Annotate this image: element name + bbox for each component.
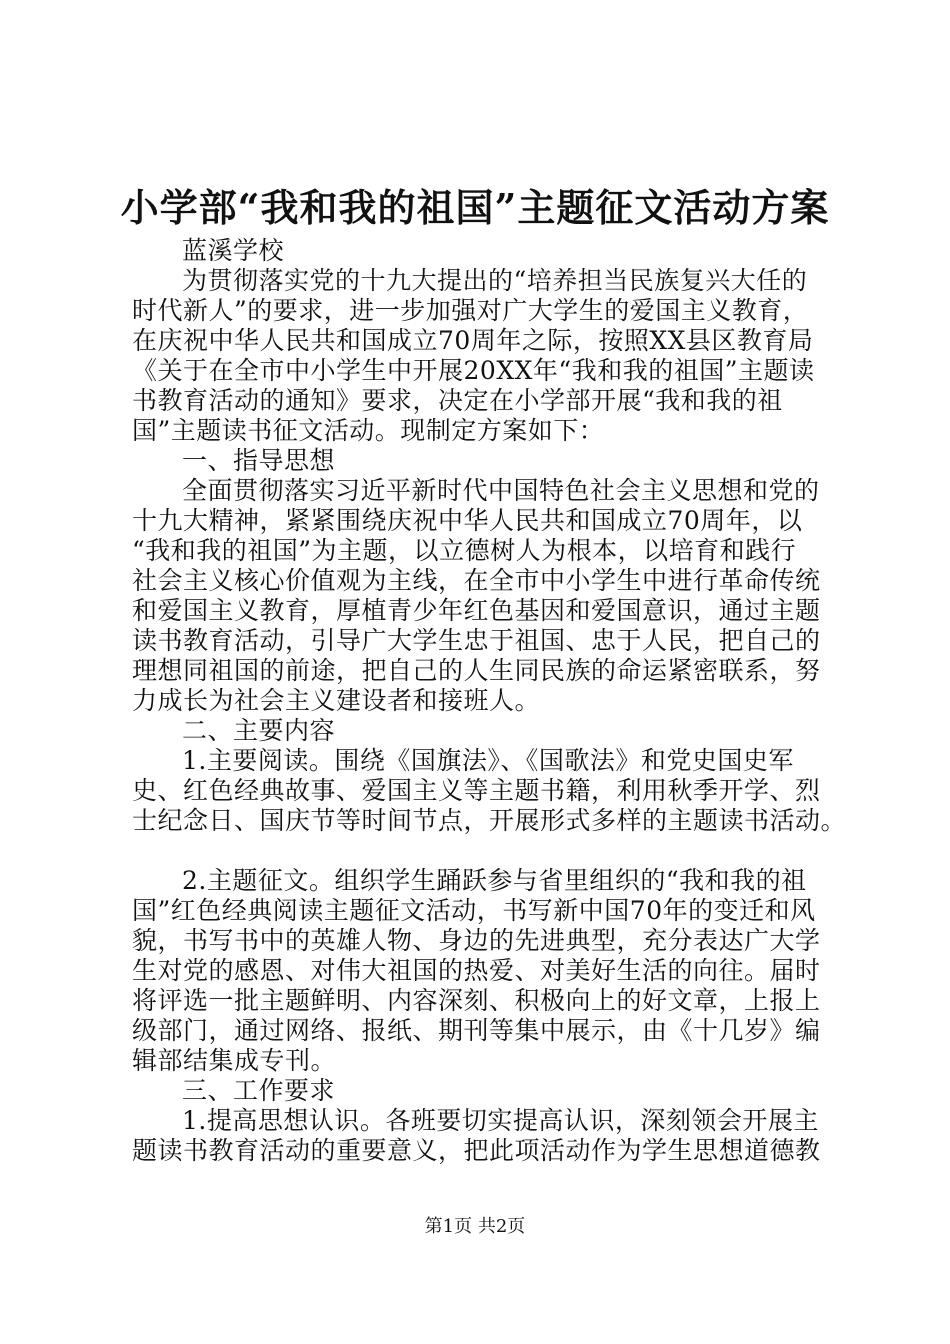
- text-line: 史、红色经典故事、爱国主义等主题书籍，利用秋季开学、烈: [132, 776, 821, 805]
- text-line: 二、主要内容: [182, 716, 336, 745]
- text-line: 和爱国主义教育，厚植青少年红色基因和爱国意识，通过主题: [132, 596, 821, 625]
- text-line: 2.主题征文。组织学生踊跃参与省里组织的“我和我的祖: [182, 866, 807, 895]
- text-line: 辑部结集成专刊。: [132, 1046, 337, 1075]
- text-line: 《关于在全市中小学生中开展20XX年“我和我的祖国”主题读: [132, 356, 815, 385]
- text-line: 级部门，通过网络、报纸、期刊等集中展示，由《十几岁》编: [132, 1016, 821, 1045]
- text-line: 时代新人”的要求，进一步加强对广大学生的爱国主义教育，: [132, 296, 809, 325]
- text-line: 生对党的感恩、对伟大祖国的热爱、对美好生活的向往。届时: [132, 956, 821, 985]
- text-line: 三、工作要求: [182, 1076, 336, 1105]
- page-footer: 第1页 共2页: [424, 1216, 526, 1237]
- text-line: 理想同祖国的前途，把自己的人生同民族的命运紧密联系，努: [132, 656, 821, 685]
- text-line: 一、指导思想: [182, 446, 336, 475]
- text-line: 题读书教育活动的重要意义，把此项活动作为学生思想道德教: [132, 1136, 821, 1165]
- text-line: 貌，书写书中的英雄人物、身边的先进典型，充分表达广大学: [132, 926, 821, 955]
- text-line: 国”红色经典阅读主题征文活动，书写新中国70年的变迁和风: [132, 896, 816, 925]
- document-body: [132, 236, 847, 1166]
- text-line: 1.主要阅读。围绕《国旗法》、《国歌法》和党史国史军: [182, 746, 794, 775]
- text-line: 在庆祝中华人民共和国成立70周年之际，按照XX县区教育局: [132, 326, 814, 355]
- text-line: 国”主题读书征文活动。现制定方案如下：: [132, 416, 605, 445]
- text-line: 书教育活动的通知》要求，决定在小学部开展“我和我的祖: [132, 386, 783, 415]
- text-line: 力成长为社会主义建设者和接班人。: [132, 686, 541, 715]
- text-line: 蓝溪学校: [182, 236, 285, 265]
- text-line: 士纪念日、国庆节等时间节点，开展形式多样的主题读书活动。: [132, 806, 847, 835]
- text-line: 全面贯彻落实习近平新时代中国特色社会主义思想和党的: [182, 476, 820, 505]
- text-line: 十九大精神，紧紧围绕庆祝中华人民共和国成立70周年，以: [132, 506, 803, 535]
- text-line: 为贯彻落实党的十九大提出的“培养担当民族复兴大任的: [182, 266, 808, 295]
- blank-line: [132, 836, 832, 866]
- text-line: 1.提高思想认识。各班要切实提高认识，深刻领会开展主: [182, 1106, 819, 1135]
- document-title: 小学部“我和我的祖国”主题征文活动方案: [120, 185, 830, 230]
- text-line: 社会主义核心价值观为主线，在全市中小学生中进行革命传统: [132, 566, 821, 595]
- text-line: 读书教育活动，引导广大学生忠于祖国、忠于人民，把自己的: [132, 626, 821, 655]
- text-line: “我和我的祖国”为主题，以立德树人为根本，以培育和践行: [132, 536, 797, 565]
- text-line: 将评选一批主题鲜明、内容深刻、积极向上的好文章，上报上: [132, 986, 821, 1015]
